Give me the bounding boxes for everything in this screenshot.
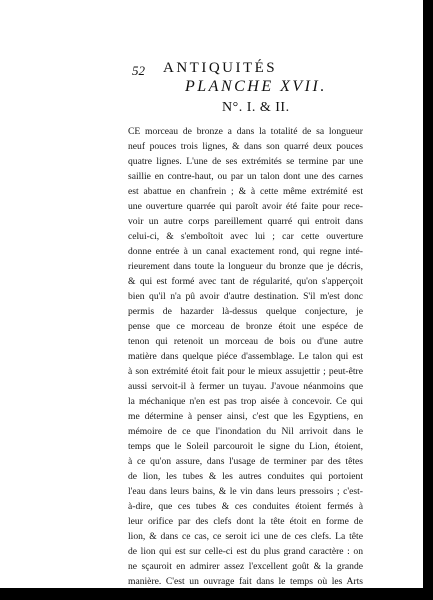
text-line: l'eau dans leurs bains, & le vin dans leurs pressoirs ; c'est-: [128, 486, 363, 497]
text-line: rieurement dans toute la longueur du bronze que je décris,: [128, 261, 363, 272]
plate-numbers: N°. I. & II.: [222, 100, 290, 115]
text-line: quatre lignes. L'une de ses extrémités se termine par une: [128, 156, 363, 167]
text-line: me détermine à penser ainsi, c'est que les Egyptiens, en: [128, 411, 363, 422]
text-line: & qui est formé avec tant de régularité, qu'on s'apperçoit: [128, 276, 363, 287]
text-line: de lion qui est sur celle-ci est du plus grand caractère : on: [128, 546, 363, 557]
text-line: est abattue en chanfrein ; & à cette même extrémité est: [128, 186, 363, 197]
running-head: ANTIQUITÉS: [163, 60, 278, 76]
text-line: voir un autre corps pareillement quarré qui entroit dans: [128, 216, 363, 227]
text-line: à-dire, que ces tubes & ces conduites étoient fermés à: [128, 501, 363, 512]
text-line: manière. C'est un ouvrage fait dans le temps où les Arts: [128, 576, 363, 587]
text-line: tenon qui retenoit un morceau de bois ou d'une autre: [128, 336, 363, 347]
text-line: pense que ce morceau de bronze étoit une espéce de: [128, 321, 363, 332]
text-line: lion, & dans ce cas, ce seroit ici une de ces clefs. La tête: [128, 531, 363, 542]
text-line: aussi servoit-il à fermer un tuyau. J'avoue néanmoins que: [128, 381, 363, 392]
text-line: CE morceau de bronze a dans la totalité de sa longueur: [128, 126, 363, 137]
text-line: mémoire de ce que l'inondation du Nil arrivoit dans le: [128, 426, 363, 437]
text-line: neuf pouces trois lignes, & dans son quarré deux pouces: [128, 141, 363, 152]
scan-border-bottom: [0, 588, 433, 600]
page-number: 52: [132, 63, 145, 78]
text-line: bien qu'il n'a pû avoir d'autre destination. S'il m'est donc: [128, 291, 363, 302]
text-line: donne entrée à un canal exactement rond, qui regne inté-: [128, 246, 363, 257]
text-line: saillie en contre-haut, ou par un talon dont une des carnes: [128, 171, 363, 182]
text-line: matière dans quelque piéce d'assemblage. Le talon qui est: [128, 351, 363, 362]
text-line: temps que le Soleil parcouroit le signe du Lion, étoient,: [128, 441, 363, 452]
text-line: à son extrémité étoit fait pour le mieux assujettir ; peut-être: [128, 366, 363, 377]
text-line: ne sçauroit en admirer assez l'excellent goût & la grande: [128, 561, 363, 572]
plate-title: PLANCHE XVII.: [185, 78, 327, 95]
text-line: celui-ci, & s'emboîtoit avec lui ; car cette ouverture: [128, 231, 363, 242]
text-line: une ouverture quarrée qui paroît avoir été faite pour rece-: [128, 201, 363, 212]
body-paragraph: [128, 124, 363, 589]
text-line: de lion, les tubes & les autres conduites qui portoient: [128, 471, 363, 482]
text-line: leur orifice par des clefs dont la tête étoit en forme de: [128, 516, 363, 527]
text-line: permis de hazarder là-dessus quelque conjecture, je: [128, 306, 363, 317]
text-line: la méchanique n'en est pas trop aisée à concevoir. Ce qui: [128, 396, 363, 407]
scan-border-right: [423, 0, 433, 600]
text-line: à ce qu'on assure, dans l'usage de terminer par des têtes: [128, 456, 363, 467]
